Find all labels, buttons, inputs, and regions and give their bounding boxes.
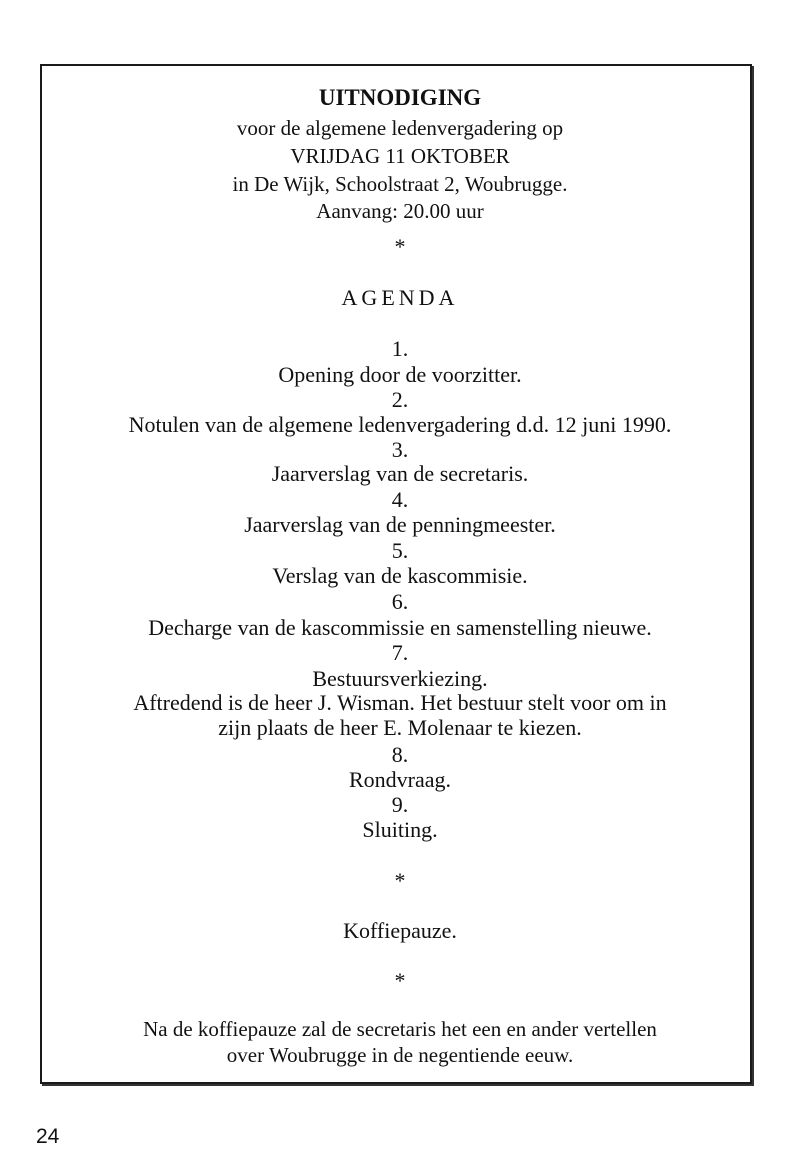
separator-star: * <box>394 234 406 259</box>
separator-star: * <box>394 968 406 993</box>
meeting-start-time: Aanvang: 20.00 uur <box>316 199 484 223</box>
page-number: 24 <box>36 1125 60 1148</box>
agenda-item-number: 3. <box>391 437 409 462</box>
agenda-item-text: Jaarverslag van de penningmeester. <box>244 512 556 537</box>
agenda-item-number: 2. <box>391 387 409 412</box>
closing-line: Na de koffiepauze zal de secretaris het een en ander vertellen <box>143 1017 657 1041</box>
agenda-item-text: Decharge van de kascommissie en samenstelling nieuwe. <box>148 615 652 640</box>
agenda-item-number: 6. <box>391 589 409 614</box>
agenda-item-text: Bestuursverkiezing. <box>312 666 488 691</box>
agenda-item-number: 5. <box>391 538 409 563</box>
agenda-item-number: 8. <box>391 742 409 767</box>
agenda-item-text: Notulen van de algemene ledenvergadering d.d. 12 juni 1990. <box>128 412 672 437</box>
meeting-date: VRIJDAG 11 OKTOBER <box>290 144 510 168</box>
agenda-item-text: Aftredend is de heer J. Wisman. Het bestuur stelt voor om in <box>133 690 667 715</box>
agenda-item-number: 1. <box>391 336 409 361</box>
agenda-item-number: 7. <box>391 640 409 665</box>
agenda-item-text: Opening door de voorzitter. <box>278 362 522 387</box>
closing-line: over Woubrugge in de negentiende eeuw. <box>226 1043 574 1067</box>
intro-line: voor de algemene ledenvergadering op <box>236 116 564 140</box>
meeting-location: in De Wijk, Schoolstraat 2, Woubrugge. <box>232 172 568 196</box>
invitation-title: UITNODIGING <box>318 85 482 110</box>
agenda-item-number: 9. <box>391 792 409 817</box>
agenda-item-text: Sluiting. <box>362 817 438 842</box>
agenda-heading: AGENDA <box>341 285 459 310</box>
agenda-item-text: Verslag van de kascommisie. <box>272 563 528 588</box>
agenda-item-text: Jaarverslag van de secretaris. <box>271 461 529 486</box>
agenda-item-text: zijn plaats de heer E. Molenaar te kiezen. <box>218 715 582 740</box>
coffee-break: Koffiepauze. <box>343 918 457 943</box>
agenda-item-number: 4. <box>391 487 409 512</box>
separator-star: * <box>394 868 406 893</box>
agenda-item-text: Rondvraag. <box>348 767 452 792</box>
